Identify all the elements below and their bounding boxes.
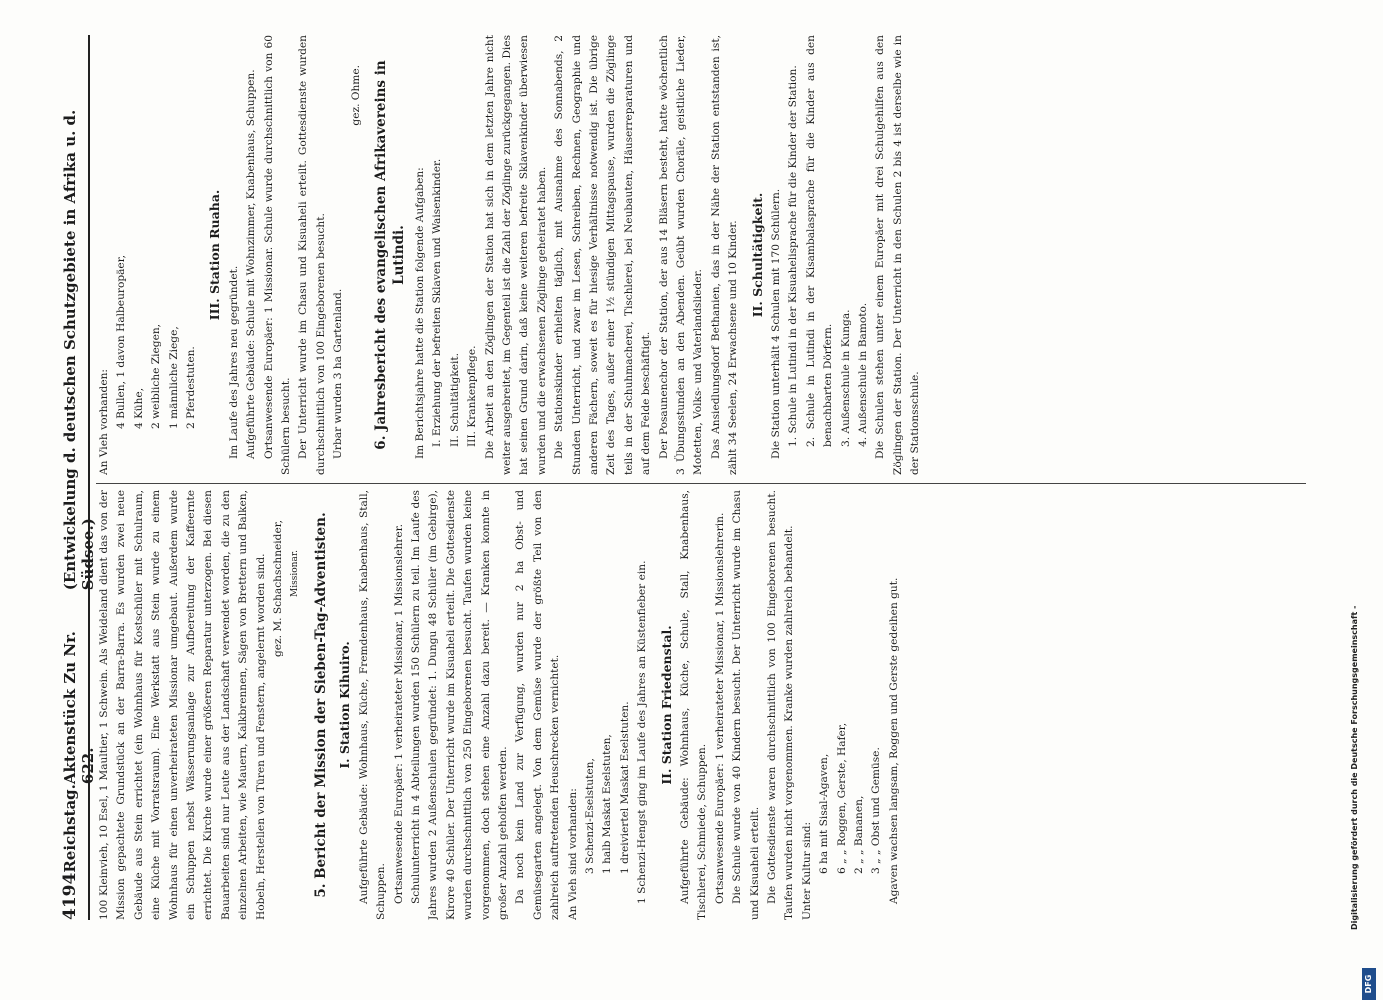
header-center: Aktenstück Zu Nr. 622. <box>61 631 97 785</box>
column-divider <box>96 483 1306 484</box>
paragraph: An Vieh sind vorhanden: <box>566 788 579 920</box>
list-item: 6 ha mit Sisal-Agaven, <box>818 753 831 874</box>
list-item: II. Schultätigkeit. <box>448 352 461 447</box>
list-item: 3 „ „ Obst und Gemüse. <box>870 747 883 874</box>
list-item: I. Erziehung der befreiten Sklaven und Waisenkinder. <box>431 158 444 447</box>
signature: gez. M. Schachschneider, <box>272 520 285 658</box>
section-title: 6. Jahresbericht des evangelischen Afrikavereins in Lutindi. <box>373 60 407 450</box>
subsection-title: II. Station Friedenstal. <box>658 625 674 785</box>
subsection-title: II. Schultätigkeit. <box>749 192 765 318</box>
paragraph: Die Stationskinder erhielten täglich, mit Ausnahme des Sonnabends, 2 Stunden Unterricht, und zwar im Lesen, Schreiben, Rechnen, Geographie und anderen Fächern, soweit es für hiesige Verhältnisse notwendig ist. Die übrige Zeit des Tages, außer einer 1½ stündigen Mittagspause, wurden die Zöglinge teils in der Schuhmacherei, Tischlerei, bei Neubauten, Häuserreparaturen und auf dem Felde beschäftigt. <box>553 35 653 475</box>
list-item: 2 Pferdestuten. <box>185 346 198 429</box>
paragraph: 1 Schenzi-Hengst ging im Laufe des Jahres an Küstenfieber ein. <box>636 560 649 904</box>
paragraph: Der Unterricht wurde im Chasu und Kisuaheli erteilt. Gottesdienste wurden durchschnittlich von 100 Eingeborenen besucht. <box>297 35 327 475</box>
header-rule <box>88 35 90 920</box>
subsection-title: III. Station Ruaha. <box>207 189 223 321</box>
paragraph: An Vieh vorhanden: <box>98 369 110 475</box>
list-item: 2 weibliche Ziegen, <box>150 323 163 429</box>
list-item: 1 männliche Ziege, <box>167 326 180 429</box>
list-item: 1 halb Maskat Eselstuten, <box>601 734 614 874</box>
paragraph: Aufgeführte Gebäude: Wohnhaus, Küche, Schule, Stall, Knabenhaus, Tischlerei, Schmiede, Schuppen. <box>679 490 709 920</box>
paragraph: 100 Kleinvieh, 10 Esel, 1 Maultier, 1 Schwein. Als Weideland dient das von der Mission gepachtete Grundstück an der Barra-Barra. Es wurden zwei neue Gebäude aus Stein errichtet (ein Wohnhaus für Kostschüler mit Schulraum, eine Küche mit Vorratsraum). Eine Werkstatt aus Stein wurde zu einem Wohnhaus für einen unverheirateten Missionar umgebaut. Außerdem wurde ein Schuppen nebst Wässerungsanlage zur Aufbereitung der Kaffeernte errichtet. Die Kirche wurde einer größeren Reparatur unterzogen. Bei diesen Bauarbeiten sind nur Leute aus der Landschaft verwendet worden, die zu den einzelnen Arbeiten, wie Mauern, Kalkbrennen, Sägen von Brettern und Balken, Hobeln, Herstellen von Türen und Fenstern, angelernt worden sind. <box>98 490 267 920</box>
paragraph: Der Posaunenchor der Station, der aus 14 Bläsern besteht, hatte wöchentlich 3 Übungsstunden an den Abenden. Geübt wurden Choräle, geistliche Lieder, Motetten, Volks- und Vaterlandslieder. <box>657 35 705 475</box>
page-number: 4194 <box>60 872 80 920</box>
paragraph: Die Arbeit an den Zöglingen der Station hat sich in dem letzten Jahre nicht weiter ausgebreitet, im Gegenteil ist die Zahl der Zöglinge zurückgegangen. Dies hat seinen Grund darin, daß keine weiteren befreite Sklavenkinder überwiesen wurden und die erwachsenen Zöglinge geheiratet haben. <box>483 35 548 475</box>
list-item: 1. Schule in Lutindi in der Kisuahelisprache für die Kinder der Station. <box>787 65 800 447</box>
paragraph: Aufgeführte Gebäude: Schule mit Wohnzimmer, Knabenhaus, Schuppen. <box>245 69 258 459</box>
signature-title: Missionar. <box>290 550 301 597</box>
header-right: (Entwickelung d. deutschen Schutzgebiete in Afrika u. d. Südsee.) <box>61 109 97 591</box>
list-item: 3 Schenzi-Eselstuten, <box>583 758 596 874</box>
paragraph: Schulunterricht in 4 Abteilungen wurden 150 Schülern zu teil. Im Laufe des Jahres wurden 2 Außenschulen gegründet: 1. Dungu 48 Schüler (im Gebirge), Kirore 40 Schüler. Der Unterricht wurde im Kisuaheli erteilt. Die Gottesdienste wurden durchschnittlich von 250 Eingeborenen besucht. Taufen wurden keine vorgenommen, doch stehen eine Anzahl dazu bereit. — Kranken konnte in großer Anzahl geholfen werden. <box>409 490 509 920</box>
paragraph: Aufgeführte Gebäude: Wohnhaus, Küche, Fremdenhaus, Knabenhaus, Stall, Schuppen. <box>357 490 388 920</box>
list-item: 3. Außenschule in Kunga. <box>839 309 852 447</box>
right-column <box>96 35 1316 475</box>
list-item: 4 Bullen, 1 davon Halbeuropäer, <box>115 255 128 429</box>
paragraph: Urbar wurden 3 ha Gartenland. <box>332 288 345 459</box>
section-title: 5. Bericht der Mission der Sieben-Tag-Adventisten. <box>312 512 329 898</box>
list-item: 4. Außenschule in Bamoto. <box>857 302 870 447</box>
paragraph: Die Station unterhält 4 Schulen mit 170 Schülern. <box>770 188 783 459</box>
header-left: Reichstag. <box>61 784 79 873</box>
list-item: 6 „ „ Roggen, Gerste, Hafer, <box>835 722 848 874</box>
paragraph: Die Schulen stehen unter einem Europäer mit drei Schulgehilfen aus den Zöglingen der Station. Der Unterricht in den Schulen 2 bis 4 ist derselbe wie in der Stationsschule. <box>874 35 922 475</box>
signature: gez. Ohme. <box>349 65 362 126</box>
paragraph: Das Ansiedlungsdorf Bethanien, das in der Nähe der Station entstanden ist, zählt 34 Seelen, 24 Erwachsene und 10 Kinder. <box>709 35 740 475</box>
paragraph: Die Schule wurde von 40 Kindern besucht. Der Unterricht wurde im Chasu und Kisuaheli erteilt. <box>731 490 761 920</box>
paragraph: Die Gottesdienste waren durchschnittlich von 100 Eingeborenen besucht. Taufen wurden nicht vorgenommen. Kranke wurden zahlreich behandelt. <box>766 490 796 920</box>
paragraph: Ortsanwesende Europäer: 1 verheirateter Missionar, 1 Missionslehrerin. <box>713 512 726 904</box>
digitization-credit: Digitalisierung gefördert durch die Deutsche Forschungsgemeinschaft - <box>1350 605 1359 930</box>
paragraph: Im Laufe des Jahres neu gegründet. <box>227 265 240 459</box>
paragraph: Unter Kultur sind: <box>800 821 813 920</box>
list-item: 2 „ „ Bananen, <box>853 795 866 874</box>
dfg-logo: DFG <box>1362 968 1376 1000</box>
list-item: 4 Kühe, <box>132 387 145 429</box>
paragraph: Im Berichtsjahre hatte die Station folgende Aufgaben: <box>413 167 426 459</box>
paragraph: Agaven wachsen langsam, Roggen und Gerste gedeihen gut. <box>887 577 900 904</box>
paragraph: Ortsanwesende Europäer: 1 verheirateter Missionar, 1 Missionslehrer. <box>392 524 405 904</box>
page-header <box>60 0 97 1000</box>
list-item: III. Krankenpflege. <box>466 345 479 447</box>
paragraph: Ortsanwesende Europäer: 1 Missionar. Schule wurde durchschnittlich von 60 Schülern besucht. <box>262 35 293 475</box>
paragraph: Da noch kein Land zur Verfügung, wurden nur 2 ha Obst- und Gemüsegarten angelegt. Von dem Gemüse wurde der größte Teil von den zahlreich auftretenden Heuschrecken vernichtet. <box>514 490 562 920</box>
left-column <box>96 490 1316 920</box>
list-item: 1 dreiviertel Maskat Eselstuten. <box>618 701 631 874</box>
list-item: 2. Schule in Lutindi in der Kisambalasprache für die Kinder aus den benachbarten Dörfern. <box>804 35 835 447</box>
subsection-title: I. Station Kihuiro. <box>337 641 353 769</box>
